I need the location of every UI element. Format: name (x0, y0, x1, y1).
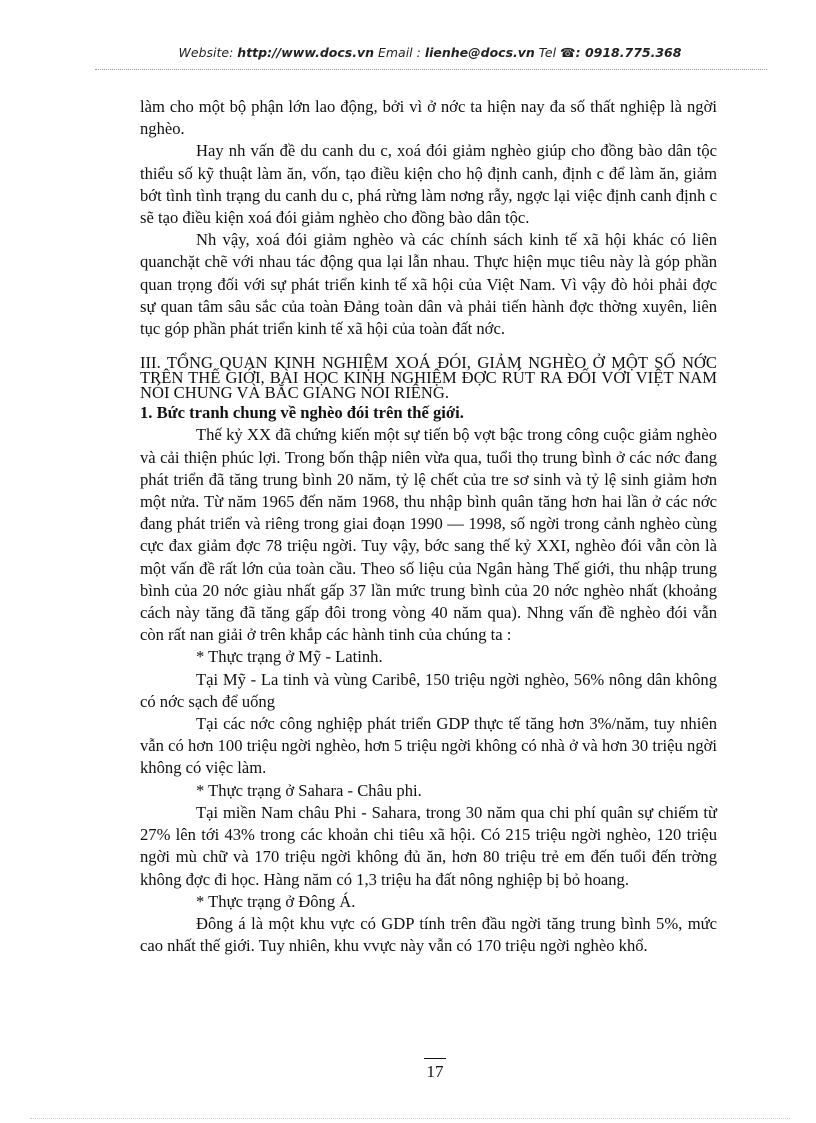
page-header (150, 45, 710, 60)
email-address[interactable]: lienhe@docs.vn (424, 45, 535, 60)
phone-number: : 0918.775.368 (575, 45, 682, 60)
document-body (140, 96, 717, 957)
paragraph-my-latinh: Tại Mỹ - La tinh và vùng Caribê, 150 triệu ngời nghèo, 56% nông dân không có nớc sạch để uống (140, 669, 717, 711)
subsection-heading-1: 1. Bức tranh chung về nghèo đói trên thế giới. (140, 403, 464, 423)
paragraph-dong-a: Đông á là một khu vực có GDP tính trên đầu ngời tăng trung bình 5%, mức cao nhất thế giới. Tuy nhiên, khu vvực này vẫn có 170 triệu ngời nghèo khổ. (140, 913, 717, 956)
paragraph-nhu-vay: Nh vậy, xoá đói giảm nghèo và các chính sách kinh tế xã hội khác có liên quanchặt chẽ với nhau tác động qua lại lẫn nhau. Thực hiện mục tiêu này là góp phần quan trọng đối với sự phát triển kinh tế xã hội của Việt Nam. Vì vậy đò hỏi phải đợc sự quan tâm sâu sắc của toàn Đảng toàn dân và phải tiến hành đợc thờng xuyên, liên tục góp phần phát triển kinh tế xã hội của toàn đất nớc. (140, 230, 717, 339)
tel-label: Tel (534, 45, 561, 60)
website-label: Website: (178, 45, 238, 60)
paragraph-du-canh: Hay nh vấn đề du canh du c, xoá đói giảm nghèo giúp cho đồng bào dân tộc thiểu số kỹ thuật làm ăn, vốn, tạo điều kiện cho hộ định canh, định c để làm ăn, giảm bớt tình tình trạng du canh du c, phá rừng làm nơng rẫy, ngợc lại việc định canh định c sẽ tạo điều kiện xoá đói giảm nghèo cho đồng bào dân tộc. (140, 141, 717, 228)
paragraph-cong-nghiep: Tại các nớc công nghiệp phát triển GDP thực tế tăng hơn 3%/năm, tuy nhiên vẫn có hơn 100 triệu ngời nghèo, hơn 5 triệu ngời không có nhà ở và hơn 30 triệu ngời không có việc làm. (140, 714, 717, 778)
paragraph-continuation: làm cho một bộ phận lớn lao động, bởi vì ở nớc ta hiện nay đa số thất nghiệp là ngời nghèo. (140, 97, 717, 139)
bullet-sahara: * Thực trạng ở Sahara - Châu phi. (196, 780, 422, 800)
page-number: 17 (420, 1062, 450, 1082)
email-label: Email : (374, 45, 425, 60)
website-url[interactable]: http://www.docs.vn (237, 45, 374, 60)
footer-divider (30, 1118, 790, 1119)
bullet-my-latinh: * Thực trạng ở Mỹ - Latinh. (196, 647, 383, 667)
header-divider (95, 69, 767, 70)
paragraph-sahara: Tại miền Nam châu Phi - Sahara, trong 30 năm qua chi phí quân sự chiếm từ 27% lên tới 43% trong các khoản chi tiêu xã hội. Có 215 triệu ngời nghèo, 120 triệu ngời mù chữ và 170 triệu ngời không đủ ăn, hơn 80 triệu trẻ em đến tuổi đến trờng không đợc đi học. Hàng năm có 1,3 triệu ha đất nông nghiệp bị bỏ hoang. (140, 802, 717, 889)
section-heading-iii: III. TỔNG QUAN KINH NGHIỆM XOÁ ĐÓI, GIẢM NGHÈO Ở MỘT SỐ NỚC TRÊN THẾ GIỚI, BÀI HỌC KINH NGHIỆM ĐỢC RÚT RA ĐỐI VỚI VIỆT NAM NÓI CHUNG VÀ BẮC GIANG NÓI RIÊNG. (140, 353, 717, 403)
bullet-dong-a: * Thực trạng ở Đông Á. (196, 891, 356, 911)
paragraph-the-ky-xx: Thế kỷ XX đã chứng kiến một sự tiến bộ vợt bậc trong công cuộc giảm nghèo và cải thiện phúc lợi. Trong bốn thập niên vừa qua, tuổi thọ trung bình ở các nớc đang phát triển đã tăng trung bình 20 năm, tỷ lệ chết của tre sơ sinh và tỷ lệ sinh giảm hơn một nửa. Từ năm 1965 đến năm 1968, thu nhập bình quân tăng hơn hai lần ở các nớc đang phát triển và riêng trong giai đoạn 1990 — 1998, số ngời trong cảnh nghèo cùng cực đax giảm đợc 78 triệu ngời. Tuy vậy, bớc sang thế kỷ XXI, nghèo đói vẫn còn là một vấn đề rất lớn của toàn cầu. Theo số liệu của Ngân hàng Thế giới, thu nhập trung bình của 20 nớc giàu nhất gấp 37 lần mức trung bình của 20 nớc nghèo nhất (khoảng cách này tăng đã tăng gấp đôi trong vòng 40 năm qua). Nhng vấn đề nghèo đói vẫn còn rất nan giải ở trên khắp các hành tinh của chúng ta : (140, 425, 717, 645)
phone-icon: ☎ (560, 45, 576, 60)
